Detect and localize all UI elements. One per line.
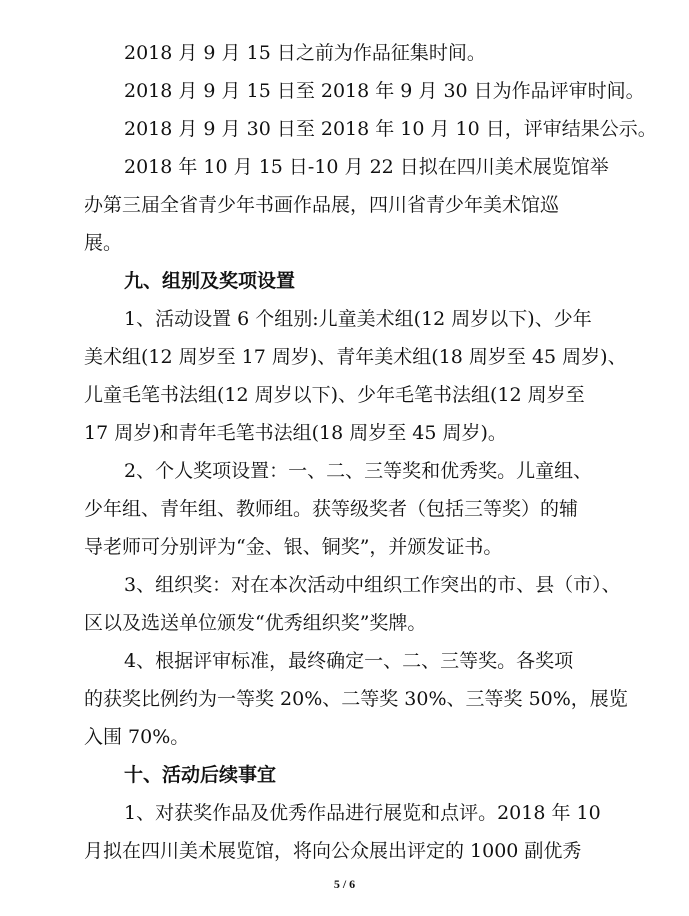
group-setting-line: 1、活动设置 6 个组别:儿童美术组(12 周岁以下)、少年 bbox=[124, 308, 592, 330]
award-ratio-line: 4、根据评审标准，最终确定一、二、三等奖。各奖项 bbox=[124, 650, 574, 672]
follow-up-line: 月拟在四川美术展览馆，将向公众展出评定的 1000 副优秀 bbox=[84, 840, 582, 862]
schedule-line: 2018 月 9 月 30 日至 2018 年 10 月 10 日，评审结果公示。 bbox=[124, 118, 657, 140]
organization-award-line: 3、组织奖：对在本次活动中组织工作突出的市、县（市）、 bbox=[124, 574, 621, 596]
document-page bbox=[84, 34, 657, 870]
organization-award-line: 区以及选送单位颁发“优秀组织奖”奖牌。 bbox=[84, 612, 427, 634]
exhibition-paragraph-line: 2018 年 10 月 15 日-10 月 22 日拟在四川美术展览馆举 bbox=[124, 156, 609, 178]
group-setting-line: 美术组(12 周岁至 17 周岁)、青年美术组(18 周岁至 45 周岁)、 bbox=[84, 346, 627, 368]
follow-up-line: 1、对获奖作品及优秀作品进行展览和点评。2018 年 10 bbox=[124, 802, 601, 824]
group-setting-line: 儿童毛笔书法组(12 周岁以下)、少年毛笔书法组(12 周岁至 bbox=[84, 384, 585, 406]
individual-award-line: 少年组、青年组、教师组。获等级奖者（包括三等奖）的辅 bbox=[84, 498, 579, 520]
page-number: 5 / 6 bbox=[333, 877, 356, 891]
schedule-line: 2018 月 9 月 15 日至 2018 年 9 月 30 日为作品评审时间。 bbox=[124, 80, 645, 102]
individual-award-line: 2、个人奖项设置：一、二、三等奖和优秀奖。儿童组、 bbox=[124, 460, 593, 482]
exhibition-paragraph-line: 展。 bbox=[84, 232, 123, 254]
schedule-line: 2018 月 9 月 15 日之前为作品征集时间。 bbox=[124, 42, 486, 64]
section-heading-9: 九、组别及奖项设置 bbox=[124, 270, 296, 292]
award-ratio-line: 的获奖比例约为一等奖 20%、二等奖 30%、三等奖 50%，展览 bbox=[84, 688, 628, 710]
individual-award-line: 导老师可分别评为“金、银、铜奖”，并颁发证书。 bbox=[84, 536, 503, 558]
group-setting-line: 17 周岁)和青年毛笔书法组(18 周岁至 45 周岁)。 bbox=[84, 422, 507, 444]
award-ratio-line: 入围 70%。 bbox=[84, 726, 190, 748]
exhibition-paragraph-line: 办第三届全省青少年书画作品展，四川省青少年美术馆巡 bbox=[84, 194, 560, 216]
section-heading-10: 十、活动后续事宜 bbox=[124, 764, 277, 786]
